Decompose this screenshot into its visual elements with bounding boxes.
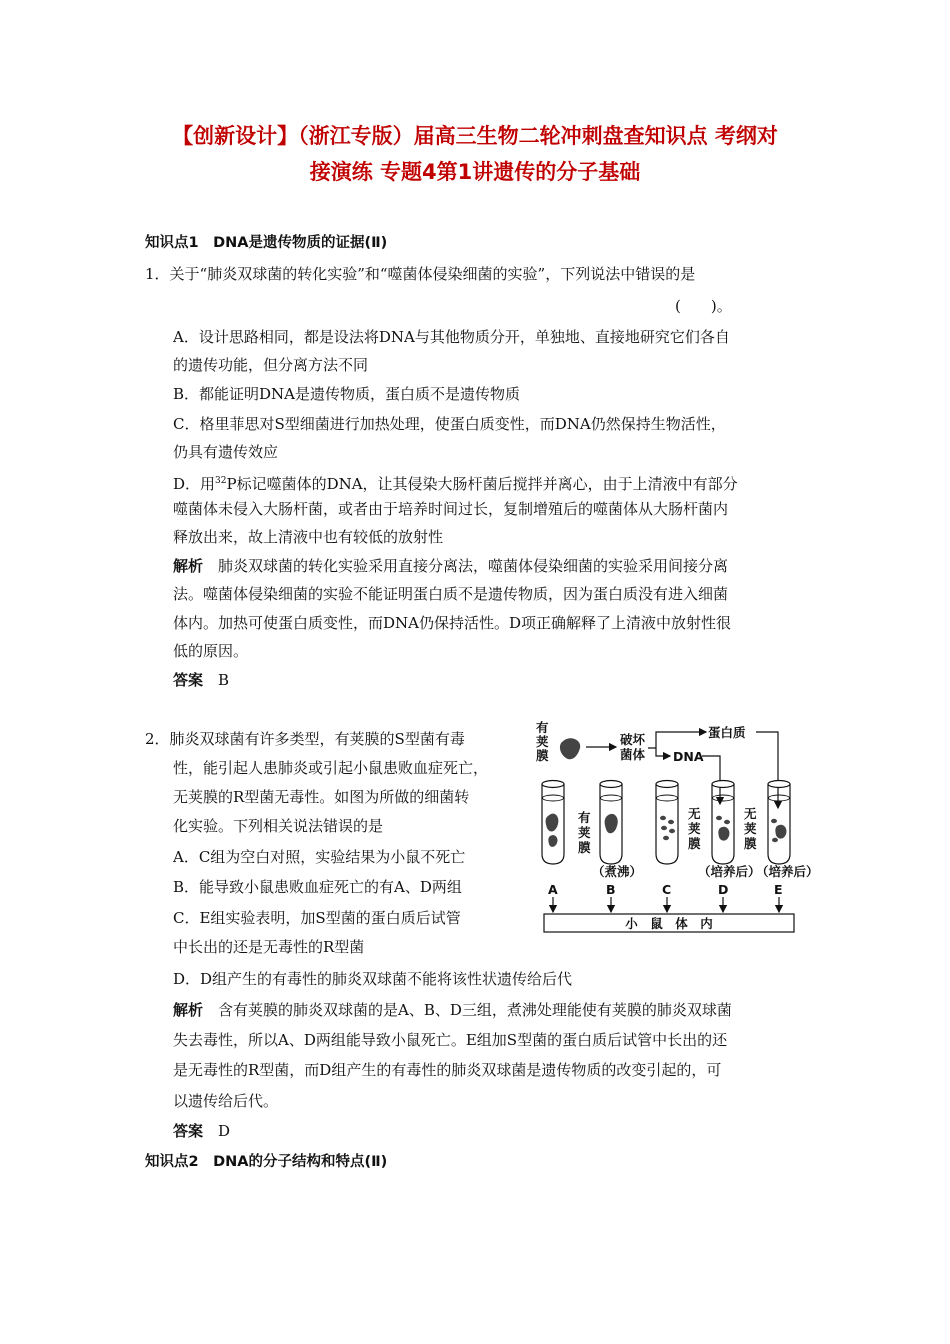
tube-a — [542, 781, 564, 865]
q1-option-a-line1: A．设计思路相同，都是设法将DNA与其他物质分开，单独地、直接地研究它们各自 — [173, 328, 730, 346]
q1-option-c-line1: C．格里菲思对S型细菌进行加热处理，使蛋白质变性，而DNA仍然保持生物活性， — [173, 415, 726, 433]
knowledge-point-2-heading: 知识点2 DNA的分子结构和特点(Ⅱ) — [145, 1154, 388, 1170]
protein-label: 蛋白质 — [708, 725, 746, 740]
tube-b — [578, 781, 622, 865]
tube-e-label-1: 无 — [744, 806, 757, 821]
group-letter-e: E — [774, 882, 783, 897]
title-line-1: 【创新设计】（浙江专版）届高三生物二轮冲刺盘查知识点 考纲对 — [172, 124, 778, 148]
q1-option-d-line1: D．用$^{32}$P标记噬菌体的DNA，让其侵染大肠杆菌后搅拌并离心，由于上清液中有部分 — [173, 475, 738, 493]
break-label-1: 破坏 — [620, 732, 646, 747]
capsule-label-2: 荚 — [536, 734, 549, 749]
group-letter-d: D — [718, 882, 729, 897]
q2-analysis-line4: 以遗传给后代。 — [173, 1092, 279, 1110]
group-letter-a: A — [548, 882, 558, 897]
boil-label: （煮沸） — [592, 864, 643, 879]
q1-analysis-line1: 解析 肺炎双球菌的转化实验采用直接分离法，噬菌体侵染细菌的实验采用间接分离 — [173, 557, 729, 575]
document-title — [120, 118, 830, 190]
tube-b-label-3: 膜 — [578, 840, 591, 855]
q1-analysis-line3: 体内。加热可使蛋白质变性，而DNA仍保持活性。D项正确解释了上清液中放射性很 — [173, 614, 732, 632]
bacterial-transformation-figure — [530, 718, 830, 940]
title-line-2: 接演练 专题4第1讲遗传的分子基础 — [309, 160, 641, 184]
q2-analysis-line3: 是无毒性的R型菌，而D组产生的有毒性的肺炎双球菌是遗传物质的改变引起的，可 — [173, 1061, 722, 1079]
break-label-2: 菌体 — [620, 747, 646, 762]
arrow-to-dna — [656, 748, 670, 756]
q1-analysis-line4: 低的原因。 — [173, 642, 249, 660]
group-letter-c: C — [662, 882, 672, 897]
mouse-label: 小 鼠 体 内 — [625, 916, 713, 931]
q2-option-b: B．能导致小鼠患败血症死亡的有A、D两组 — [173, 878, 462, 896]
tube-b-label-1: 有 — [578, 810, 591, 825]
dna-label: DNA — [673, 749, 704, 764]
q2-option-c-line2: 中长出的还是无毒性的R型菌 — [173, 938, 365, 956]
q2-option-c-line1: C．E组实验表明，加S型菌的蛋白质后试管 — [173, 909, 461, 927]
q1-option-a-line2: 的遗传功能，但分离方法不同 — [173, 356, 369, 374]
capsule-label-3: 膜 — [536, 748, 549, 763]
q1-analysis-line2: 法。噬菌体侵染细菌的实验不能证明蛋白质不是遗传物质，因为蛋白质没有进入细菌 — [173, 585, 729, 603]
question-2-stem-line4: 化实验。下列相关说法错误的是 — [173, 817, 384, 835]
question-2-stem-line1: 2．肺炎双球菌有许多类型，有荚膜的S型菌有毒 — [145, 730, 465, 748]
tube-d-label-1: 无 — [688, 806, 701, 821]
q2-option-d: D．D组产生的有毒性的肺炎双球菌不能将该性状遗传给后代 — [173, 970, 573, 988]
group-letter-b: B — [606, 882, 616, 897]
q2-option-a: A．C组为空白对照，实验结果为小鼠不死亡 — [173, 848, 466, 866]
question-2-stem-line2: 性，能引起人患肺炎或引起小鼠患败血症死亡， — [173, 759, 489, 777]
arrow-to-protein — [648, 732, 706, 748]
q1-option-c-line2: 仍具有遗传效应 — [173, 443, 279, 461]
culture-label-e: （培养后） — [756, 864, 819, 879]
q1-option-b: B．都能证明DNA是遗传物质，蛋白质不是遗传物质 — [173, 385, 521, 403]
tube-c — [656, 781, 678, 865]
tube-d-label-3: 膜 — [688, 836, 701, 851]
tube-e-label-3: 膜 — [744, 836, 757, 851]
tube-d — [688, 781, 734, 865]
q1-option-d-line3: 释放出来，故上清液中也有较低的放射性 — [173, 528, 444, 546]
s-bacteria-blob — [560, 738, 580, 759]
tube-b-label-2: 荚 — [578, 825, 591, 840]
tube-d-label-2: 荚 — [688, 821, 701, 836]
q2-answer: 答案 D — [173, 1122, 231, 1140]
question-1-stem: 1．关于“肺炎双球菌的转化实验”和“噬菌体侵染细菌的实验”，下列说法中错误的是 — [145, 265, 696, 283]
question-1-answer-blank: ( )。 — [675, 297, 732, 315]
q2-analysis-line2: 失去毒性，所以A、D两组能导致小鼠死亡。E组加S型菌的蛋白质后试管中长出的还 — [173, 1031, 728, 1049]
q2-analysis-line1: 解析 含有荚膜的肺炎双球菌的是A、B、D三组，煮沸处理能使有荚膜的肺炎双球菌 — [173, 1001, 732, 1019]
q1-option-d-line2: 噬菌体未侵入大肠杆菌，或者由于培养时间过长，复制增殖后的噬菌体从大肠杆菌内 — [173, 500, 729, 518]
arrow-protein-to-tube-e — [756, 732, 778, 808]
capsule-label-1: 有 — [536, 720, 549, 735]
tube-e — [744, 781, 790, 865]
knowledge-point-1-heading: 知识点1 DNA是遗传物质的证据(Ⅱ) — [145, 235, 388, 251]
question-2-stem-line3: 无荚膜的R型菌无毒性。如图为所做的细菌转 — [173, 788, 470, 806]
tube-e-label-2: 荚 — [744, 821, 757, 836]
culture-label-d: （培养后） — [698, 864, 761, 879]
arrow-dna-to-tube-d — [702, 756, 720, 804]
q1-answer: 答案 B — [173, 671, 230, 689]
